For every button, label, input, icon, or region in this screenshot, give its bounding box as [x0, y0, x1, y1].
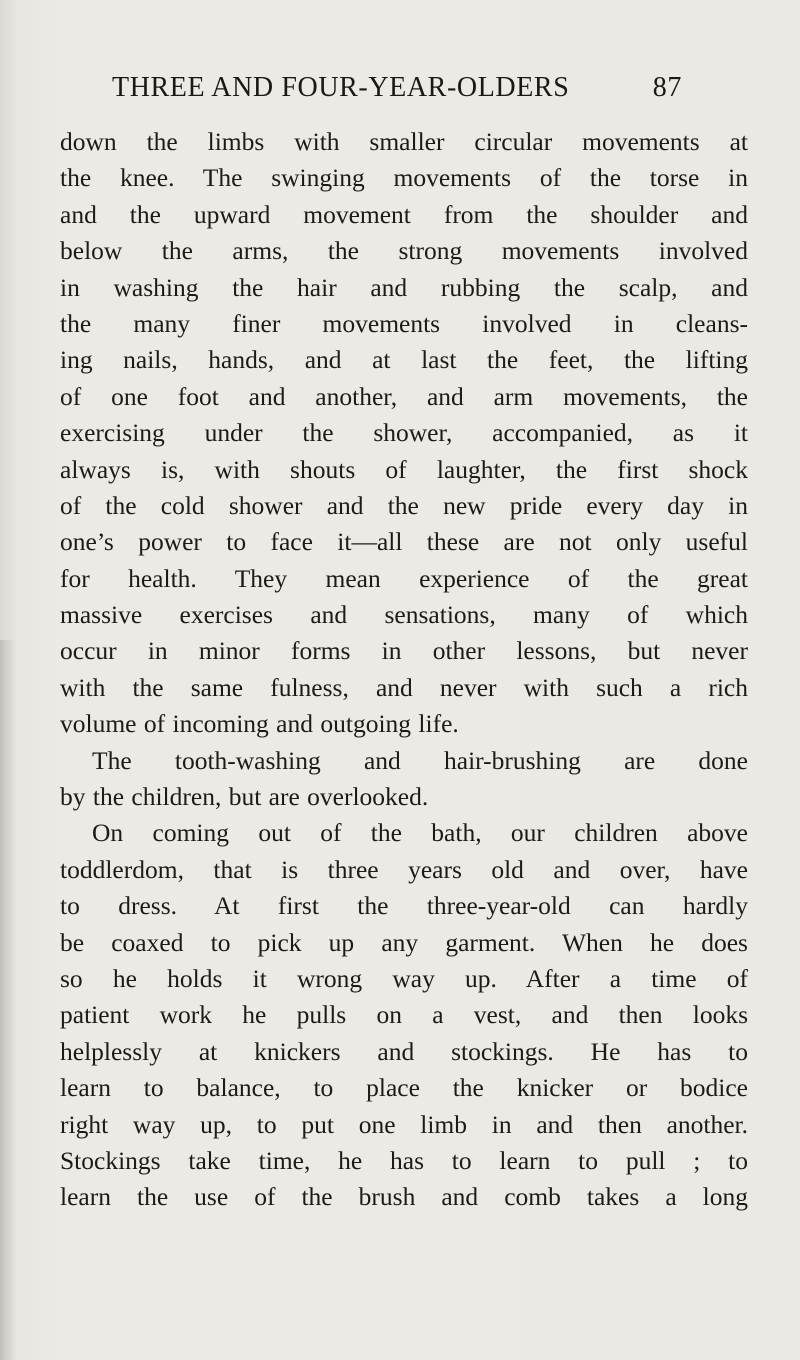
text-line: learn to balance, to place the knicker or bodice: [60, 1073, 748, 1103]
text-line: by the children, but are overlooked.: [60, 782, 429, 812]
text-line: toddlerdom, that is three years old and over, have: [60, 854, 748, 884]
text-line: the many finer movements involved in cleans-: [60, 308, 748, 338]
text-line: volume of incoming and outgoing life.: [60, 709, 459, 739]
text-line: helplessly at knickers and stockings. He has to: [60, 1036, 748, 1066]
running-head-title: THREE AND FOUR-YEAR-OLDERS: [112, 72, 570, 103]
text-line: The tooth-washing and hair-brushing are done: [92, 745, 748, 775]
text-line: to dress. At first the three-year-old can hardly: [60, 891, 748, 921]
text-line: occur in minor forms in other lessons, but never: [60, 636, 748, 666]
text-line: for health. They mean experience of the great: [60, 563, 748, 593]
text-line: On coming out of the bath, our children above: [92, 818, 748, 848]
text-line: always is, with shouts of laughter, the first shock: [60, 454, 748, 484]
binding-gutter-shadow: [0, 640, 16, 1360]
text-line: of the cold shower and the new pride every day in: [60, 490, 748, 520]
text-line: right way up, to put one limb in and then another.: [60, 1109, 748, 1139]
running-head: [112, 72, 682, 112]
text-line: one’s power to face it—all these are not only useful: [60, 527, 748, 557]
text-line: the knee. The swinging movements of the torse in: [60, 163, 748, 193]
text-line: ing nails, hands, and at last the feet, the lifting: [60, 345, 748, 375]
text-line: exercising under the shower, accompanied, as it: [60, 418, 748, 448]
text-line: patient work he pulls on a vest, and then looks: [60, 1000, 748, 1030]
text-line: of one foot and another, and arm movements, the: [60, 381, 748, 411]
text-line: massive exercises and sensations, many of which: [60, 600, 748, 630]
text-line: be coaxed to pick up any garment. When he does: [60, 927, 748, 957]
text-line: below the arms, the strong movements involved: [60, 236, 748, 266]
text-line: with the same fulness, and never with such a rich: [60, 672, 748, 702]
body-text: [60, 124, 748, 1216]
page-number: 87: [652, 72, 682, 103]
text-line: in washing the hair and rubbing the scalp, and: [60, 272, 748, 302]
text-line: Stockings take time, he has to learn to pull ; to: [60, 1145, 748, 1175]
text-line: down the limbs with smaller circular movements at: [60, 127, 748, 156]
text-line: so he holds it wrong way up. After a time of: [60, 963, 748, 993]
text-line: learn the use of the brush and comb takes a long: [60, 1182, 748, 1212]
text-line: and the upward movement from the shoulder and: [60, 199, 748, 229]
